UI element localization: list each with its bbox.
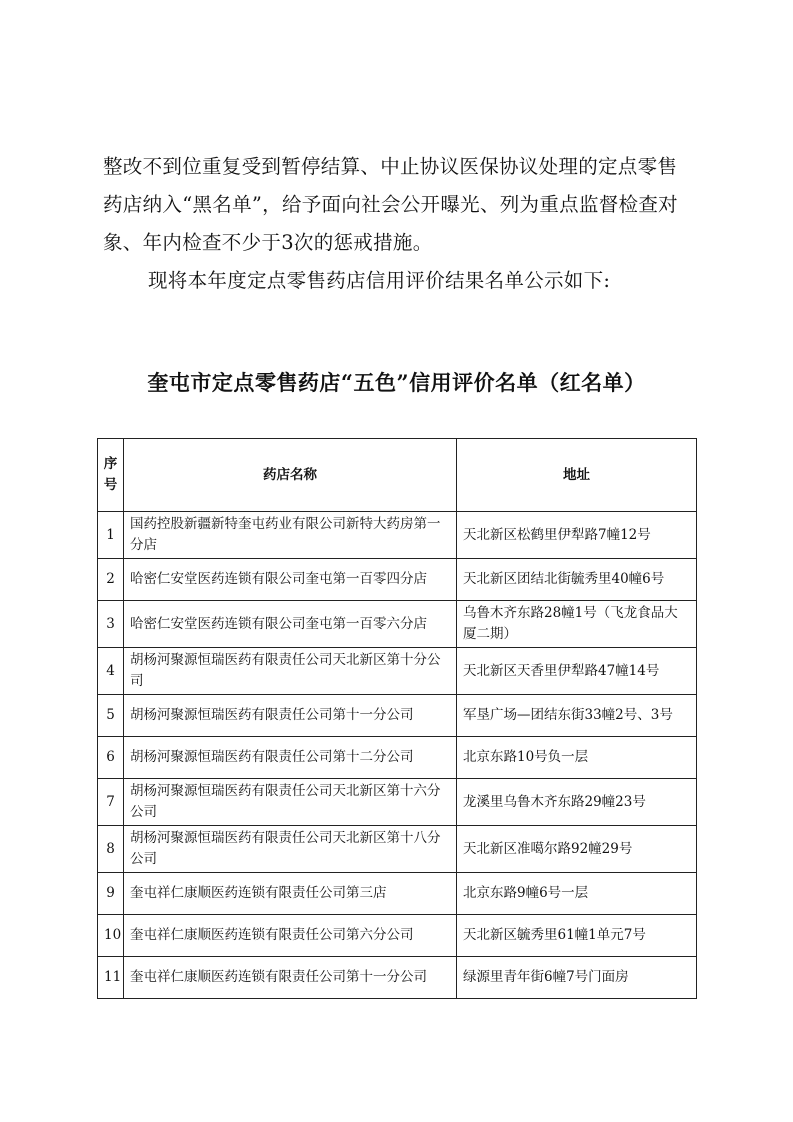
row-address: 北京东路10号负一层 xyxy=(457,737,697,779)
row-pharmacy-name: 奎屯祥仁康顺医药连锁有限责任公司第三店 xyxy=(124,873,457,915)
row-seq: 10 xyxy=(98,915,124,957)
table-row xyxy=(98,826,697,873)
row-pharmacy-name: 胡杨河聚源恒瑞医药有限责任公司天北新区第十六分公司 xyxy=(124,779,457,826)
row-seq: 5 xyxy=(98,695,124,737)
table-row xyxy=(98,779,697,826)
table-row xyxy=(98,915,697,957)
table-row xyxy=(98,873,697,915)
table-row xyxy=(98,737,697,779)
table-row xyxy=(98,957,697,999)
row-address: 龙溪里乌鲁木齐东路29幢23号 xyxy=(457,779,697,826)
row-pharmacy-name: 胡杨河聚源恒瑞医药有限责任公司天北新区第十分公司 xyxy=(124,648,457,695)
table-row xyxy=(98,695,697,737)
row-pharmacy-name: 国药控股新疆新特奎屯药业有限公司新特大药房第一分店 xyxy=(124,512,457,559)
row-pharmacy-name: 胡杨河聚源恒瑞医药有限责任公司第十二分公司 xyxy=(124,737,457,779)
row-address: 天北新区团结北街毓秀里40幢6号 xyxy=(457,559,697,601)
row-seq: 9 xyxy=(98,873,124,915)
row-pharmacy-name: 胡杨河聚源恒瑞医药有限责任公司第十一分公司 xyxy=(124,695,457,737)
table-row xyxy=(98,601,697,648)
header-pharmacy-name: 药店名称 xyxy=(124,439,457,512)
row-seq: 3 xyxy=(98,601,124,648)
red-list-table xyxy=(97,438,697,999)
row-seq: 4 xyxy=(98,648,124,695)
table-header-row xyxy=(98,439,697,512)
row-pharmacy-name: 胡杨河聚源恒瑞医药有限责任公司天北新区第十八分公司 xyxy=(124,826,457,873)
row-address: 天北新区松鹤里伊犁路7幢12号 xyxy=(457,512,697,559)
header-seq: 序号 xyxy=(98,439,124,512)
row-seq: 8 xyxy=(98,826,124,873)
row-address: 乌鲁木齐东路28幢1号（飞龙食品大厦二期） xyxy=(457,601,697,648)
intro-paragraph: 整改不到位重复受到暂停结算、中止协议医保协议处理的定点零售药店纳入“黑名单”，给予面向社会公开曝光、列为重点监督检查对象、年内检查不少于3次的惩戒措施。 xyxy=(103,155,678,254)
announcement-paragraph: 现将本年度定点零售药店信用评价结果名单公示如下: xyxy=(148,269,611,292)
row-address: 北京东路9幢6号一层 xyxy=(457,873,697,915)
row-address: 天北新区准噶尔路92幢29号 xyxy=(457,826,697,873)
row-seq: 11 xyxy=(98,957,124,999)
row-address: 天北新区天香里伊犁路47幢14号 xyxy=(457,648,697,695)
row-seq: 7 xyxy=(98,779,124,826)
row-pharmacy-name: 奎屯祥仁康顺医药连锁有限责任公司第十一分公司 xyxy=(124,957,457,999)
row-pharmacy-name: 哈密仁安堂医药连锁有限公司奎屯第一百零六分店 xyxy=(124,601,457,648)
table-row xyxy=(98,559,697,601)
row-seq: 2 xyxy=(98,559,124,601)
header-address: 地址 xyxy=(457,439,697,512)
row-pharmacy-name: 哈密仁安堂医药连锁有限公司奎屯第一百零四分店 xyxy=(124,559,457,601)
row-address: 军垦广场—团结东街33幢2号、3号 xyxy=(457,695,697,737)
row-address: 绿源里青年街6幢7号门面房 xyxy=(457,957,697,999)
row-pharmacy-name: 奎屯祥仁康顺医药连锁有限责任公司第六分公司 xyxy=(124,915,457,957)
table-row xyxy=(98,512,697,559)
row-address: 天北新区毓秀里61幢1单元7号 xyxy=(457,915,697,957)
row-seq: 6 xyxy=(98,737,124,779)
table-title: 奎屯市定点零售药店“五色”信用评价名单（红名单） xyxy=(147,370,646,395)
row-seq: 1 xyxy=(98,512,124,559)
table-row xyxy=(98,648,697,695)
